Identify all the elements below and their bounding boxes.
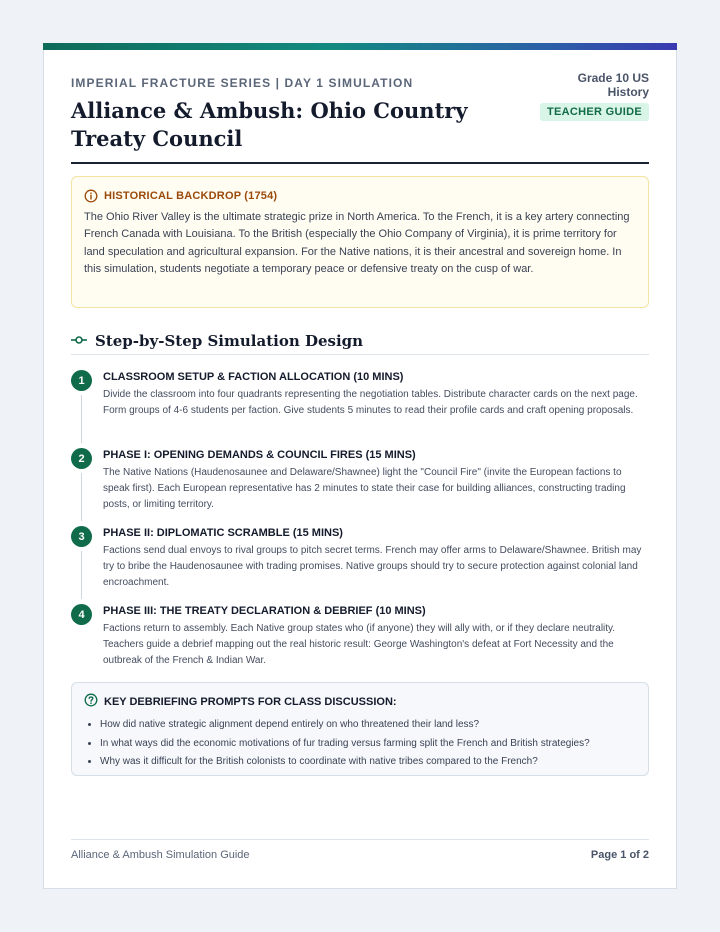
grade-line-2: History: [607, 85, 649, 99]
step-number-badge: 3: [71, 526, 92, 547]
teacher-guide-badge: TEACHER GUIDE: [540, 103, 649, 121]
prompt-item: • Why was it difficult for the British colonists to coordinate with native tribes compared to the French?: [100, 753, 636, 772]
step-description: Divide the classroom into four quadrants representing the negotiation tables. Distribute character cards on the next page. Form groups of 4-6 students per faction. Give students 5 minutes to read their profile cards and craft opening proposals.: [103, 389, 638, 416]
step-title: PHASE II: DIPLOMATIC SCRAMBLE (15 MINS): [103, 527, 343, 539]
step-number-badge: 4: [71, 604, 92, 625]
backdrop-text: The Ohio River Valley is the ultimate strategic prize in North America. To the French, it is a key artery connecting French Canada with Louisiana. To the British (especially the Ohio Company of Virginia), it is prime territory for land speculation and agricultural expansion. For the Native nations, it is their ancestral and sovereign home. In this simulation, students negotiate a temporary peace or defensive treaty on the cusp of war.: [84, 211, 630, 276]
step-title: CLASSROOM SETUP & FACTION ALLOCATION (10 MINS): [103, 371, 404, 383]
step-title: PHASE I: OPENING DEMANDS & COUNCIL FIRES (15 MINS): [103, 449, 416, 461]
page-title: Alliance & Ambush: Ohio Country Treaty Council: [71, 98, 468, 151]
grade-line-1: Grade 10 US: [577, 71, 649, 85]
question-circle-icon: [84, 693, 98, 710]
steps-list: [71, 370, 649, 682]
info-icon: [84, 189, 98, 203]
backdrop-heading: HISTORICAL BACKDROP (1754): [104, 190, 278, 202]
step-description: Factions return to assembly. Each Native group states who (if anyone) they will ally with, or if they declare neutrality. Teachers guide a debrief mapping out the real historic result: George Washington's defeat at Fort Necessity and the outbreak of the French & Indian War.: [103, 623, 616, 666]
grade-label: [529, 71, 649, 99]
prompts-list: [84, 716, 636, 772]
document-page: [43, 43, 677, 889]
section-title: Step-by-Step Simulation Design: [95, 332, 364, 350]
historical-backdrop-box: [71, 176, 649, 308]
step-item: [71, 448, 649, 526]
section-heading-row: [71, 328, 649, 355]
footer-doc-title: Alliance & Ambush Simulation Guide: [71, 849, 250, 861]
step-connector-line: [81, 551, 82, 599]
step-number-badge: 1: [71, 370, 92, 391]
backdrop-heading-row: [84, 189, 636, 203]
step-item: [71, 604, 649, 682]
commit-icon: [71, 332, 87, 350]
step-description: Factions send dual envoys to rival groups to pitch secret terms. French may offer arms to Delaware/Shawnee. British may try to bribe the Haudenosaunee with trading promises. Native groups should try to secure protection against colonial land encroachment.: [103, 545, 642, 588]
page-header: [71, 44, 649, 164]
step-item: [71, 526, 649, 604]
step-item: [71, 370, 649, 448]
step-connector-line: [81, 395, 82, 443]
step-number-badge: 2: [71, 448, 92, 469]
prompt-item: • How did native strategic alignment depend entirely on who threatened their land less?: [100, 716, 636, 735]
page-number: Page 1 of 2: [590, 849, 649, 861]
step-title: PHASE III: THE TREATY DECLARATION & DEBRIEF (10 MINS): [103, 605, 426, 617]
step-connector-line: [81, 473, 82, 521]
prompt-item: • In what ways did the economic motivations of fur trading versus farming split the French and British strategies?: [100, 735, 636, 754]
debrief-prompts-box: [71, 682, 649, 776]
series-label: IMPERIAL FRACTURE SERIES | DAY 1 SIMULATION: [71, 76, 414, 90]
prompts-heading-row: [84, 693, 636, 710]
step-description: The Native Nations (Haudenosaunee and Delaware/Shawnee) light the "Council Fire" (invite the European factions to speak first). Each European representative has 2 minutes to state their case for building alliances, constructing trading posts, or limiting territory.: [103, 467, 626, 510]
page-footer: [71, 839, 649, 870]
page-content: [71, 44, 649, 861]
prompts-heading: KEY DEBRIEFING PROMPTS FOR CLASS DISCUSSION:: [104, 695, 397, 708]
